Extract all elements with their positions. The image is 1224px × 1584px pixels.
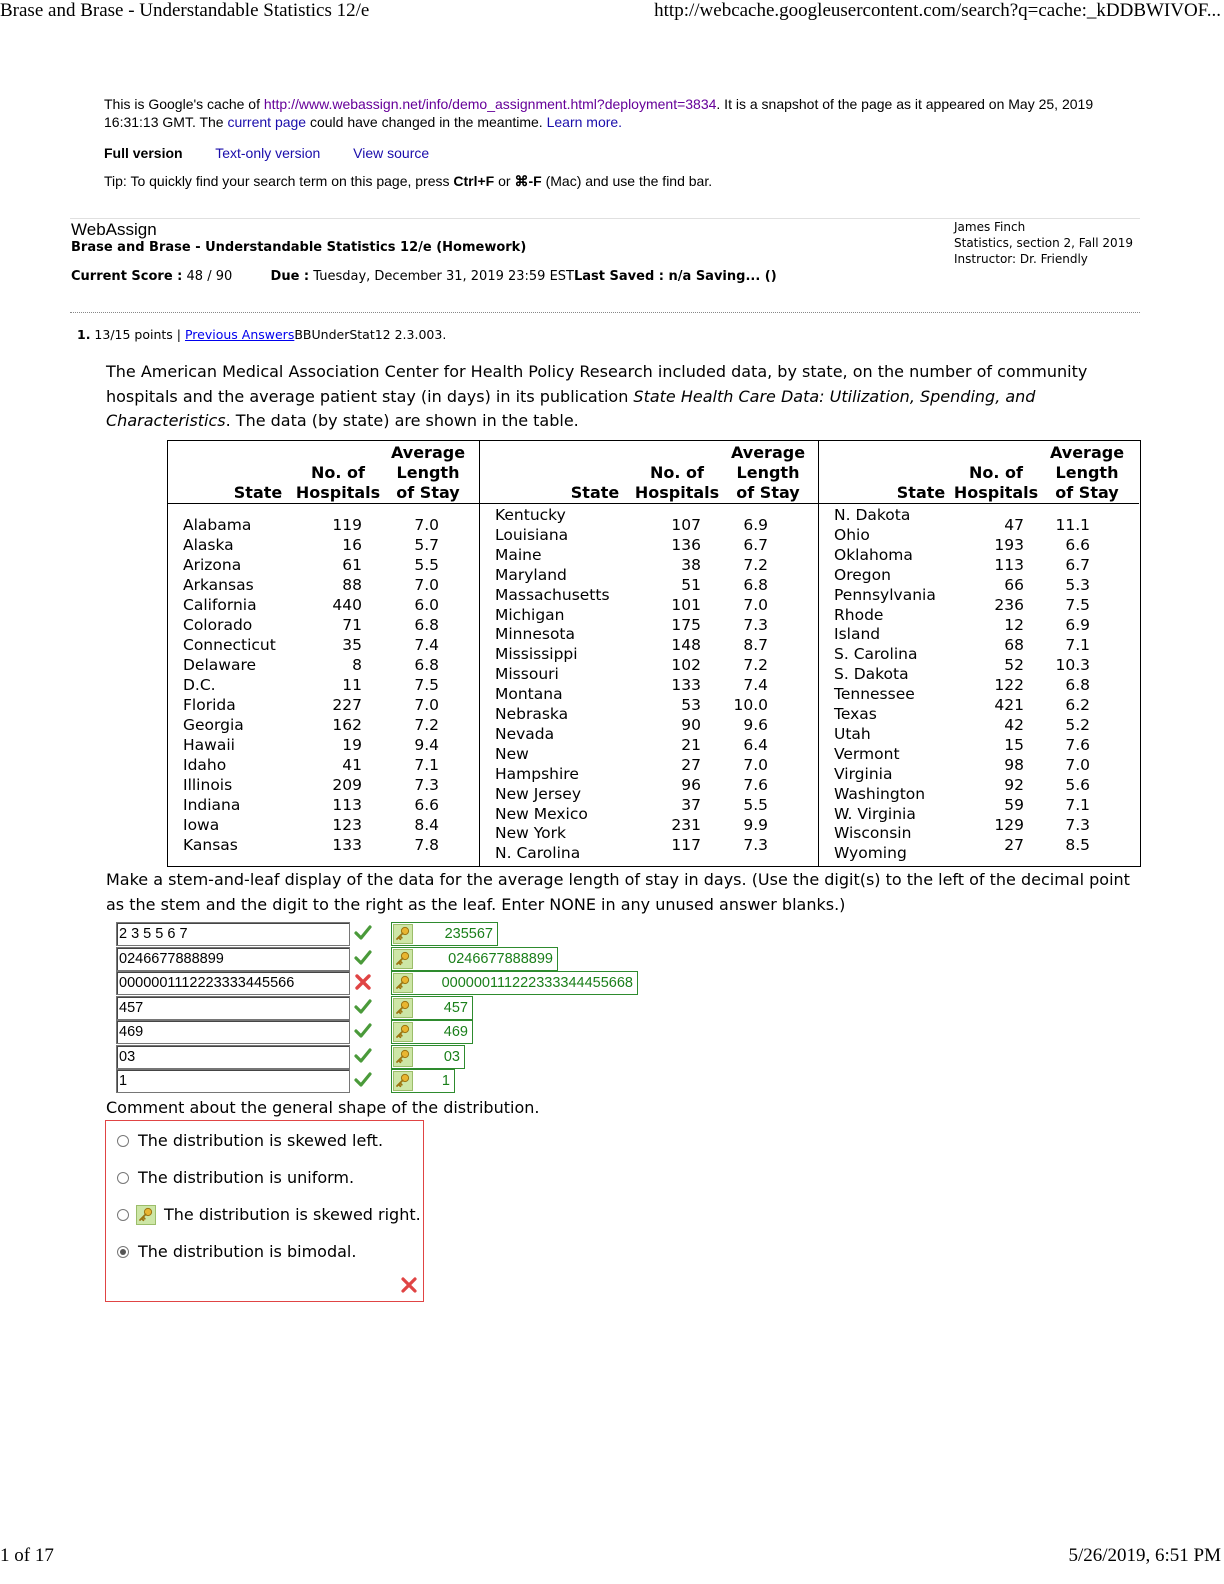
question-intro <box>106 360 1136 434</box>
avg-stay: 7.0 <box>1065 756 1090 774</box>
hospital-count: 119 <box>332 516 362 534</box>
state-name: W. Virginia <box>834 804 916 823</box>
table-body-2 <box>480 503 818 866</box>
avg-stay: 6.6 <box>1065 536 1090 554</box>
hospital-count: 42 <box>1004 716 1024 734</box>
hospital-count: 53 <box>681 696 701 714</box>
choice-option[interactable] <box>117 1205 421 1226</box>
question-header <box>77 327 446 342</box>
avg-stay: 7.6 <box>743 776 768 794</box>
state-name: Hawaii <box>183 736 235 754</box>
avg-stay: 7.0 <box>743 756 768 774</box>
state-name: New Mexico <box>495 804 588 823</box>
answer-key-value: 457 <box>443 999 468 1016</box>
hospital-count: 122 <box>994 676 1024 694</box>
avg-stay: 7.1 <box>1065 796 1090 814</box>
hospital-count: 113 <box>994 556 1024 574</box>
header-hosp-2: Hospitals <box>953 483 1039 502</box>
previous-answers-link[interactable]: Previous Answers <box>184 327 295 342</box>
last-saved: Last Saved : n/a Saving... () <box>574 269 777 284</box>
key-icon[interactable] <box>136 1205 156 1225</box>
avg-stay: 7.4 <box>743 676 768 694</box>
avg-stay: 7.6 <box>1065 736 1090 754</box>
hospital-data-table <box>167 440 1141 867</box>
avg-stay: 9.9 <box>743 816 768 834</box>
key-icon[interactable] <box>393 973 413 993</box>
hospital-count: 209 <box>332 776 362 794</box>
print-header-title: Brase and Brase - Understandable Statistics 12/e <box>0 0 370 21</box>
header-avg-1: Average <box>390 443 466 462</box>
table-group-2 <box>479 441 818 866</box>
state-name: Texas <box>834 705 877 723</box>
learn-more-link[interactable]: Learn more. <box>546 114 623 130</box>
hospital-count: 37 <box>681 796 701 814</box>
user-info <box>954 219 1133 267</box>
cache-text-mid: . It is a snapshot of the page as it appeared on May 25, 2019 16:31:13 GMT. The <box>104 96 1094 130</box>
avg-stay: 5.3 <box>1065 576 1090 594</box>
state-name: Idaho <box>183 756 227 774</box>
key-icon[interactable] <box>393 998 413 1018</box>
print-header <box>0 0 1224 22</box>
state-name: Virginia <box>834 764 893 783</box>
state-name: Washington <box>834 784 926 803</box>
hospital-count: 123 <box>332 816 362 834</box>
header-avg-2: Length <box>396 463 460 482</box>
cache-banner <box>104 95 1114 131</box>
state-name: New <box>495 744 529 763</box>
hospital-count: 61 <box>342 556 362 574</box>
distribution-shape-choices <box>105 1120 424 1302</box>
find-tip <box>104 173 712 190</box>
hospital-count: 136 <box>671 536 701 554</box>
hospital-count: 12 <box>1004 616 1024 634</box>
answer-key <box>391 1020 473 1044</box>
choice-option[interactable] <box>117 1168 354 1187</box>
hospital-count: 227 <box>332 696 362 714</box>
state-name: Tennessee <box>834 685 915 704</box>
answer-key-value: 03 <box>443 1048 460 1065</box>
hospital-count: 68 <box>1004 636 1024 654</box>
answer-key <box>391 1045 465 1069</box>
state-name: Wisconsin <box>834 824 912 843</box>
answer-key <box>391 922 498 946</box>
header-state: State <box>570 483 620 502</box>
key-icon[interactable] <box>393 1047 413 1067</box>
hospital-count: 133 <box>332 836 362 854</box>
avg-stay: 6.8 <box>414 616 439 634</box>
state-name: Nevada <box>495 724 555 743</box>
state-name: Maine <box>495 545 542 564</box>
state-name: Alaska <box>183 536 234 554</box>
state-name: Minnesota <box>495 625 575 644</box>
stem-leaf-input[interactable]: 1 <box>116 1069 350 1093</box>
state-name: Connecticut <box>183 636 276 654</box>
score-label: Current Score : <box>71 269 183 284</box>
state-name: Oklahoma <box>834 545 913 564</box>
hospital-count: 193 <box>994 536 1024 554</box>
avg-stay: 6.9 <box>743 516 768 534</box>
state-name: Pennsylvania <box>834 585 936 604</box>
score-bar <box>71 269 777 284</box>
section-divider <box>70 312 1140 313</box>
state-name: Arizona <box>183 556 242 574</box>
answer-key <box>391 971 638 995</box>
due-value: Tuesday, December 31, 2019 23:59 EST <box>309 269 574 284</box>
correct-check-icon <box>354 1022 372 1040</box>
state-name: Vermont <box>834 744 900 763</box>
avg-stay: 5.5 <box>414 556 439 574</box>
hospital-count: 51 <box>681 576 701 594</box>
radio-button[interactable] <box>117 1172 129 1184</box>
radio-button[interactable] <box>117 1135 129 1147</box>
stem-leaf-instruction: Make a stem-and-leaf display of the data for the average length of stay in days. (Use the digit(s) to the left of the decimal point as the stem and the digit to the right as the leaf. Enter NONE in any unused answer blanks.) <box>106 870 1130 914</box>
state-name: Indiana <box>183 796 241 814</box>
user-name: James Finch <box>954 220 1026 234</box>
state-name: S. Carolina <box>834 645 918 664</box>
stem-leaf-input[interactable]: 469 <box>116 1020 350 1044</box>
choice-option[interactable] <box>117 1131 383 1150</box>
state-name: Wyoming <box>834 844 907 863</box>
tip-key-cmd: ⌘-F <box>514 173 542 189</box>
avg-stay: 6.2 <box>1065 696 1090 714</box>
avg-stay: 5.6 <box>1065 776 1090 794</box>
avg-stay: 7.2 <box>743 656 768 674</box>
correct-check-icon <box>354 1047 372 1065</box>
hospital-count: 21 <box>681 736 701 754</box>
header-state: State <box>233 483 283 502</box>
state-name: Utah <box>834 724 871 743</box>
avg-stay: 7.3 <box>743 616 768 634</box>
hospital-count: 8 <box>352 656 362 674</box>
avg-stay: 7.5 <box>1065 596 1090 614</box>
hospital-count: 88 <box>342 576 362 594</box>
header-avg-1: Average <box>730 443 806 462</box>
hospital-count: 92 <box>1004 776 1024 794</box>
avg-stay: 7.1 <box>1065 636 1090 654</box>
table-group-3 <box>818 441 1139 866</box>
radio-button[interactable] <box>117 1246 129 1258</box>
avg-stay: 7.0 <box>414 576 439 594</box>
tip-or: or <box>494 173 515 189</box>
cached-url-link[interactable]: http://www.webassign.net/info/demo_assignment.html?deployment=3834 <box>263 96 717 112</box>
hospital-count: 90 <box>681 716 701 734</box>
avg-stay: 6.7 <box>1065 556 1090 574</box>
stem-leaf-input[interactable]: 03 <box>116 1045 350 1069</box>
key-icon[interactable] <box>393 949 413 969</box>
header-hosp-1: No. of <box>969 463 1023 482</box>
avg-stay: 8.4 <box>414 816 439 834</box>
hospital-count: 19 <box>342 736 362 754</box>
hospital-count: 96 <box>681 776 701 794</box>
answer-key <box>391 947 558 971</box>
hospital-count: 236 <box>994 596 1024 614</box>
hospital-count: 148 <box>671 636 701 654</box>
tip-post: (Mac) and use the find bar. <box>541 173 713 189</box>
state-name: Ohio <box>834 525 870 544</box>
avg-stay: 8.5 <box>1065 836 1090 854</box>
hospital-count: 41 <box>342 756 362 774</box>
instructor: Instructor: Dr. Friendly <box>954 252 1088 266</box>
answer-key-value: 1 <box>441 1073 450 1089</box>
hospital-count: 35 <box>342 636 362 654</box>
answer-key <box>391 996 473 1020</box>
state-name: Rhode <box>834 605 884 624</box>
state-name: Nebraska <box>495 705 569 723</box>
answer-key <box>391 1069 455 1093</box>
avg-stay: 6.8 <box>743 576 768 594</box>
question-points: 13/15 points | <box>90 327 185 342</box>
comment-prompt: Comment about the general shape of the distribution. <box>106 1098 540 1117</box>
radio-button[interactable] <box>117 1209 129 1221</box>
state-name: Louisiana <box>495 525 569 544</box>
stem-leaf-input[interactable]: 0246677888899 <box>116 947 350 971</box>
hospital-count: 440 <box>332 596 362 614</box>
state-name: Delaware <box>183 656 257 674</box>
incorrect-icon <box>354 973 372 991</box>
avg-stay: 7.0 <box>414 516 439 534</box>
avg-stay: 10.0 <box>733 696 768 714</box>
avg-stay: 8.7 <box>743 636 768 654</box>
hospital-count: 231 <box>671 816 701 834</box>
state-name: Montana <box>495 685 563 704</box>
hospital-count: 162 <box>332 716 362 734</box>
answer-key-value: 469 <box>443 1024 468 1040</box>
table-body-1 <box>168 503 479 866</box>
state-name: California <box>183 596 257 614</box>
avg-stay: 7.3 <box>414 776 439 794</box>
hospital-count: 66 <box>1004 576 1024 594</box>
state-name: Kentucky <box>495 506 566 524</box>
intro-text-b: . The data (by state) are shown in the table. <box>225 411 579 430</box>
choice-label: The distribution is skewed right. <box>164 1205 421 1224</box>
correct-check-icon <box>354 998 372 1016</box>
avg-stay: 6.6 <box>414 796 439 814</box>
hospital-count: 175 <box>671 616 701 634</box>
print-footer <box>0 1545 1224 1567</box>
hospital-count: 102 <box>671 656 701 674</box>
intro-text-a: The American Medical Association Center for Health Policy Research included data, by state, on the number of community hospitals and the average patient stay (in days) in its publication <box>106 362 1088 406</box>
state-name: Iowa <box>183 816 220 834</box>
avg-stay: 7.4 <box>414 636 439 654</box>
webassign-brand: WebAssign <box>71 220 157 239</box>
hospital-count: 129 <box>994 816 1024 834</box>
hospital-count: 98 <box>1004 756 1024 774</box>
print-footer-datetime: 5/26/2019, 6:51 PM <box>1068 1545 1221 1566</box>
hospital-count: 59 <box>1004 796 1024 814</box>
question-number: 1. <box>77 327 91 342</box>
state-name: Michigan <box>495 605 565 624</box>
table-header <box>819 441 1139 504</box>
hospital-count: 15 <box>1004 736 1024 754</box>
state-name: Mississippi <box>495 645 578 664</box>
avg-stay: 6.8 <box>1065 676 1090 694</box>
state-name: Hampshire <box>495 764 579 783</box>
text-only-link[interactable]: Text-only version <box>215 145 321 161</box>
choice-label: The distribution is skewed left. <box>138 1131 384 1150</box>
header-hosp-1: No. of <box>311 463 365 482</box>
header-avg-3: of Stay <box>736 483 800 502</box>
state-name: Massachusetts <box>495 585 610 604</box>
print-footer-page: 1 of 17 <box>0 1545 54 1566</box>
state-name: N. Carolina <box>495 844 581 863</box>
course-title: Brase and Brase - Understandable Statistics 12/e (Homework) <box>71 240 527 255</box>
tip-key-ctrl: Ctrl+F <box>453 173 495 189</box>
question-code: BBUnderStat12 2.3.003. <box>294 327 447 342</box>
avg-stay: 6.0 <box>414 596 439 614</box>
avg-stay: 5.7 <box>414 536 439 554</box>
cache-version-links <box>104 145 458 161</box>
tip-pre: Tip: To quickly find your search term on this page, press <box>104 173 454 189</box>
header-avg-1: Average <box>1049 443 1125 462</box>
stem-leaf-input[interactable]: 2 3 5 5 6 7 <box>116 922 350 946</box>
avg-stay: 10.3 <box>1055 656 1090 674</box>
avg-stay: 7.2 <box>414 716 439 734</box>
due-label: Due : <box>270 269 310 284</box>
avg-stay: 9.4 <box>414 736 439 754</box>
avg-stay: 6.9 <box>1065 616 1090 634</box>
key-icon[interactable] <box>393 1022 413 1042</box>
avg-stay: 7.3 <box>1065 816 1090 834</box>
state-name: Illinois <box>183 776 233 794</box>
avg-stay: 6.4 <box>743 736 768 754</box>
print-header-url: http://webcache.googleusercontent.com/search?q=cache:_kDDBWIVOF... <box>654 0 1221 21</box>
correct-check-icon <box>354 1071 372 1089</box>
choice-label: The distribution is uniform. <box>138 1168 355 1187</box>
table-body-3 <box>819 503 1139 866</box>
full-version-label: Full version <box>104 145 183 161</box>
state-name: Island <box>834 625 881 644</box>
avg-stay: 7.8 <box>414 836 439 854</box>
hospital-count: 133 <box>671 676 701 694</box>
state-name: Missouri <box>495 665 559 684</box>
course-section: Statistics, section 2, Fall 2019 <box>954 236 1133 250</box>
view-source-link[interactable]: View source <box>353 145 430 161</box>
incorrect-icon <box>401 1277 417 1293</box>
hospital-count: 117 <box>671 836 701 854</box>
state-name: D.C. <box>183 676 216 694</box>
key-icon[interactable] <box>393 924 413 944</box>
state-name: Arkansas <box>183 576 254 594</box>
hospital-count: 47 <box>1004 516 1024 534</box>
header-state: State <box>896 483 946 502</box>
header-avg-2: Length <box>736 463 800 482</box>
state-name: N. Dakota <box>834 506 911 524</box>
header-avg-2: Length <box>1055 463 1119 482</box>
header-avg-3: of Stay <box>396 483 460 502</box>
header-hosp-2: Hospitals <box>634 483 720 502</box>
answer-key-value: 000000111222333344455668 <box>441 975 633 991</box>
cache-text-post: could have changed in the meantime. <box>306 114 547 130</box>
score-value: 48 / 90 <box>182 269 233 284</box>
key-icon[interactable] <box>393 1071 413 1091</box>
state-name: New York <box>495 824 566 843</box>
state-name: Colorado <box>183 616 253 634</box>
avg-stay: 6.7 <box>743 536 768 554</box>
state-name: Alabama <box>183 516 252 534</box>
stem-leaf-input[interactable]: 0000001112223333445566 <box>116 971 350 995</box>
avg-stay: 7.0 <box>743 596 768 614</box>
avg-stay: 6.8 <box>414 656 439 674</box>
header-avg-3: of Stay <box>1055 483 1119 502</box>
answer-key-value: 0246677888899 <box>448 950 553 967</box>
choice-label: The distribution is bimodal. <box>138 1242 357 1261</box>
hospital-count: 101 <box>671 596 701 614</box>
table-header <box>480 441 818 504</box>
publication-title: State Health Care Data: Utilization, Spending, and Characteristics <box>106 386 1036 430</box>
table-header <box>168 441 479 504</box>
hospital-count: 11 <box>342 676 362 694</box>
avg-stay: 7.5 <box>414 676 439 694</box>
hospital-count: 38 <box>681 556 701 574</box>
avg-stay: 9.6 <box>743 716 768 734</box>
choice-option[interactable] <box>117 1242 356 1261</box>
avg-stay: 5.2 <box>1065 716 1090 734</box>
state-name: New Jersey <box>495 784 581 803</box>
hospital-count: 16 <box>342 536 362 554</box>
state-name: Maryland <box>495 565 567 584</box>
hospital-count: 107 <box>671 516 701 534</box>
hospital-count: 421 <box>994 696 1024 714</box>
state-name: Kansas <box>183 836 238 854</box>
correct-check-icon <box>354 949 372 967</box>
hospital-count: 52 <box>1004 656 1024 674</box>
state-name: Florida <box>183 696 236 714</box>
hospital-count: 27 <box>681 756 701 774</box>
avg-stay: 11.1 <box>1055 516 1090 534</box>
answer-key-value: 235567 <box>444 926 493 942</box>
state-name: S. Dakota <box>834 665 909 684</box>
hospital-count: 71 <box>342 616 362 634</box>
header-hosp-2: Hospitals <box>295 483 381 502</box>
hospital-count: 113 <box>332 796 362 814</box>
avg-stay: 7.3 <box>743 836 768 854</box>
avg-stay: 7.0 <box>414 696 439 714</box>
state-name: Georgia <box>183 716 244 734</box>
correct-check-icon <box>354 924 372 942</box>
avg-stay: 5.5 <box>743 796 768 814</box>
state-name: Oregon <box>834 565 891 584</box>
hospital-count: 27 <box>1004 836 1024 854</box>
avg-stay: 7.1 <box>414 756 439 774</box>
avg-stay: 7.2 <box>743 556 768 574</box>
stem-leaf-input[interactable]: 457 <box>116 996 350 1020</box>
header-hosp-1: No. of <box>650 463 704 482</box>
cache-text-pre: This is Google's cache of <box>104 96 264 112</box>
current-page-link[interactable]: current page <box>227 114 307 130</box>
table-group-1 <box>168 441 479 866</box>
